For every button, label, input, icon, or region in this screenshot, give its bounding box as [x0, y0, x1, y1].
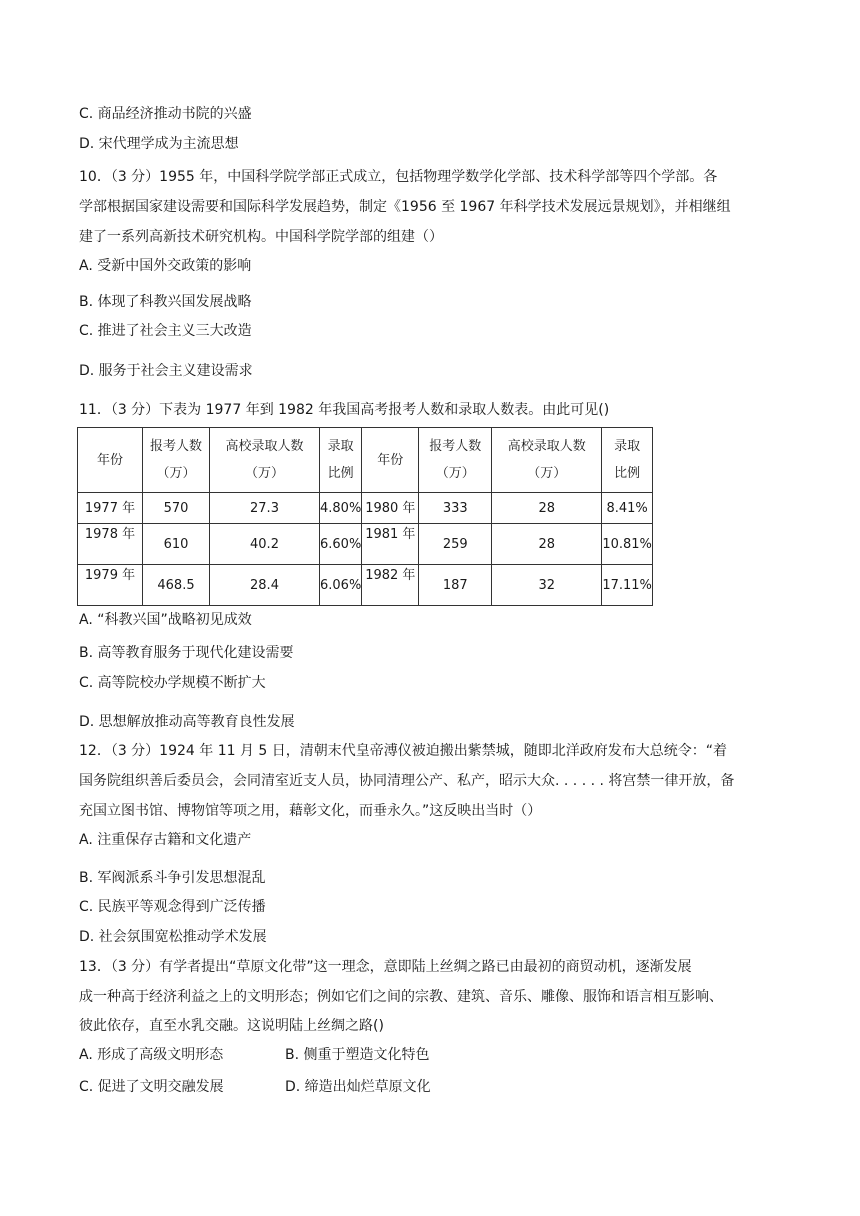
- table-cell: 28: [492, 493, 602, 524]
- table-cell: 1977 年: [78, 493, 143, 524]
- q10-option-c: C. 推进了社会主义三大改造: [79, 323, 252, 339]
- table-cell: 4.80%: [320, 493, 362, 524]
- q12-option-b: B. 军阀派系斗争引发思想混乱: [79, 870, 266, 886]
- header-applicants-2: 报考人数 （万）: [419, 428, 492, 493]
- q9-option-d: D. 宋代理学成为主流思想: [79, 136, 239, 152]
- q10-option-d: D. 服务于社会主义建设需求: [79, 363, 253, 379]
- table-header-row: [78, 428, 653, 493]
- header-ratio-2: 录取 比例: [602, 428, 653, 493]
- q11-option-a: A. “科教兴国”战略初见成效: [79, 612, 252, 628]
- table-cell: 32: [492, 565, 602, 606]
- q13-stem-line-3: 彼此依存，直至水乳交融。这说明陆上丝绸之路(): [79, 1018, 384, 1034]
- table-cell: 17.11%: [602, 565, 653, 606]
- header-applicants-1: 报考人数 （万）: [143, 428, 210, 493]
- q13-option-b: B. 侧重于塑造文化特色: [285, 1047, 430, 1063]
- table-cell: 1981 年: [362, 524, 419, 565]
- table-cell: 259: [419, 524, 492, 565]
- q11-option-c: C. 高等院校办学规模不断扩大: [79, 675, 266, 691]
- header-admitted-1: 高校录取人数 （万）: [210, 428, 320, 493]
- table-cell: 187: [419, 565, 492, 606]
- q12-option-d: D. 社会氛围宽松推动学术发展: [79, 929, 267, 945]
- table-cell: 1982 年: [362, 565, 419, 606]
- table-cell: 1980 年: [362, 493, 419, 524]
- table-row: [78, 493, 653, 524]
- table-cell: 8.41%: [602, 493, 653, 524]
- table-cell: 27.3: [210, 493, 320, 524]
- table-cell: 570: [143, 493, 210, 524]
- q11-option-d: D. 思想解放推动高等教育良性发展: [79, 714, 295, 730]
- table-row: [78, 565, 653, 606]
- q11-stem: 11．（3 分）下表为 1977 年到 1982 年我国高考报考人数和录取人数表。由此可见(): [79, 402, 610, 418]
- table-cell: 1979 年: [78, 565, 143, 606]
- q10-stem-line-3: 建了一系列高新技术研究机构。中国科学院学部的组建（）: [79, 229, 443, 245]
- q11-option-b: B. 高等教育服务于现代化建设需要: [79, 645, 294, 661]
- header-ratio-1: 录取 比例: [320, 428, 362, 493]
- table-row: [78, 524, 653, 565]
- q13-stem-line-1: 13．（3 分）有学者提出“草原文化带”这一理念，意即陆上丝绸之路已由最初的商贸动机，逐渐发展: [79, 959, 692, 975]
- q10-stem-line-2: 学部根据国家建设需要和国际科学发展趋势，制定《1956 至 1967 年科学技术发展远景规划》，并相继组: [79, 199, 731, 215]
- header-year-2: 年份: [362, 428, 419, 493]
- q12-stem-line-3: 充国立图书馆、博物馆等项之用，藉彰文化，而垂永久。”这反映出当时（）: [79, 803, 542, 819]
- q13-option-c: C. 促进了文明交融发展: [79, 1079, 224, 1095]
- table-cell: 40.2: [210, 524, 320, 565]
- q9-option-c: C. 商品经济推动书院的兴盛: [79, 106, 252, 122]
- header-admitted-2: 高校录取人数 （万）: [492, 428, 602, 493]
- q10-stem-line-1: 10．（3 分）1955 年，中国科学院学部正式成立，包括物理学数学化学部、技术科学部等四个学部。各: [79, 169, 718, 185]
- table-cell: 28: [492, 524, 602, 565]
- q12-stem-line-2: 国务院组织善后委员会，会同清室近支人员，协同清理公产、私产，昭示大众. . . . . . 将宫禁一律开放，备: [79, 773, 735, 789]
- table-cell: 333: [419, 493, 492, 524]
- q12-option-a: A. 注重保存古籍和文化遗产: [79, 832, 252, 848]
- table-cell: 468.5: [143, 565, 210, 606]
- table-cell: 6.06%: [320, 565, 362, 606]
- table-cell: 10.81%: [602, 524, 653, 565]
- table-cell: 28.4: [210, 565, 320, 606]
- header-year-1: 年份: [78, 428, 143, 493]
- q13-option-a: A. 形成了高级文明形态: [79, 1047, 224, 1063]
- table-cell: 1978 年: [78, 524, 143, 565]
- q11-data-table: [77, 427, 653, 606]
- q13-option-d: D. 缔造出灿烂草原文化: [285, 1079, 431, 1095]
- q12-option-c: C. 民族平等观念得到广泛传播: [79, 899, 266, 915]
- q12-stem-line-1: 12．（3 分）1924 年 11 月 5 日，清朝末代皇帝溥仪被迫搬出紫禁城，随即北洋政府发布大总统令：“着: [79, 743, 728, 759]
- q13-stem-line-2: 成一种高于经济利益之上的文明形态；例如它们之间的宗教、建筑、音乐、雕像、服饰和语言相互影响、: [79, 989, 723, 1005]
- q10-option-b: B. 体现了科教兴国发展战略: [79, 294, 252, 310]
- table-cell: 610: [143, 524, 210, 565]
- q10-option-a: A. 受新中国外交政策的影响: [79, 258, 252, 274]
- table-cell: 6.60%: [320, 524, 362, 565]
